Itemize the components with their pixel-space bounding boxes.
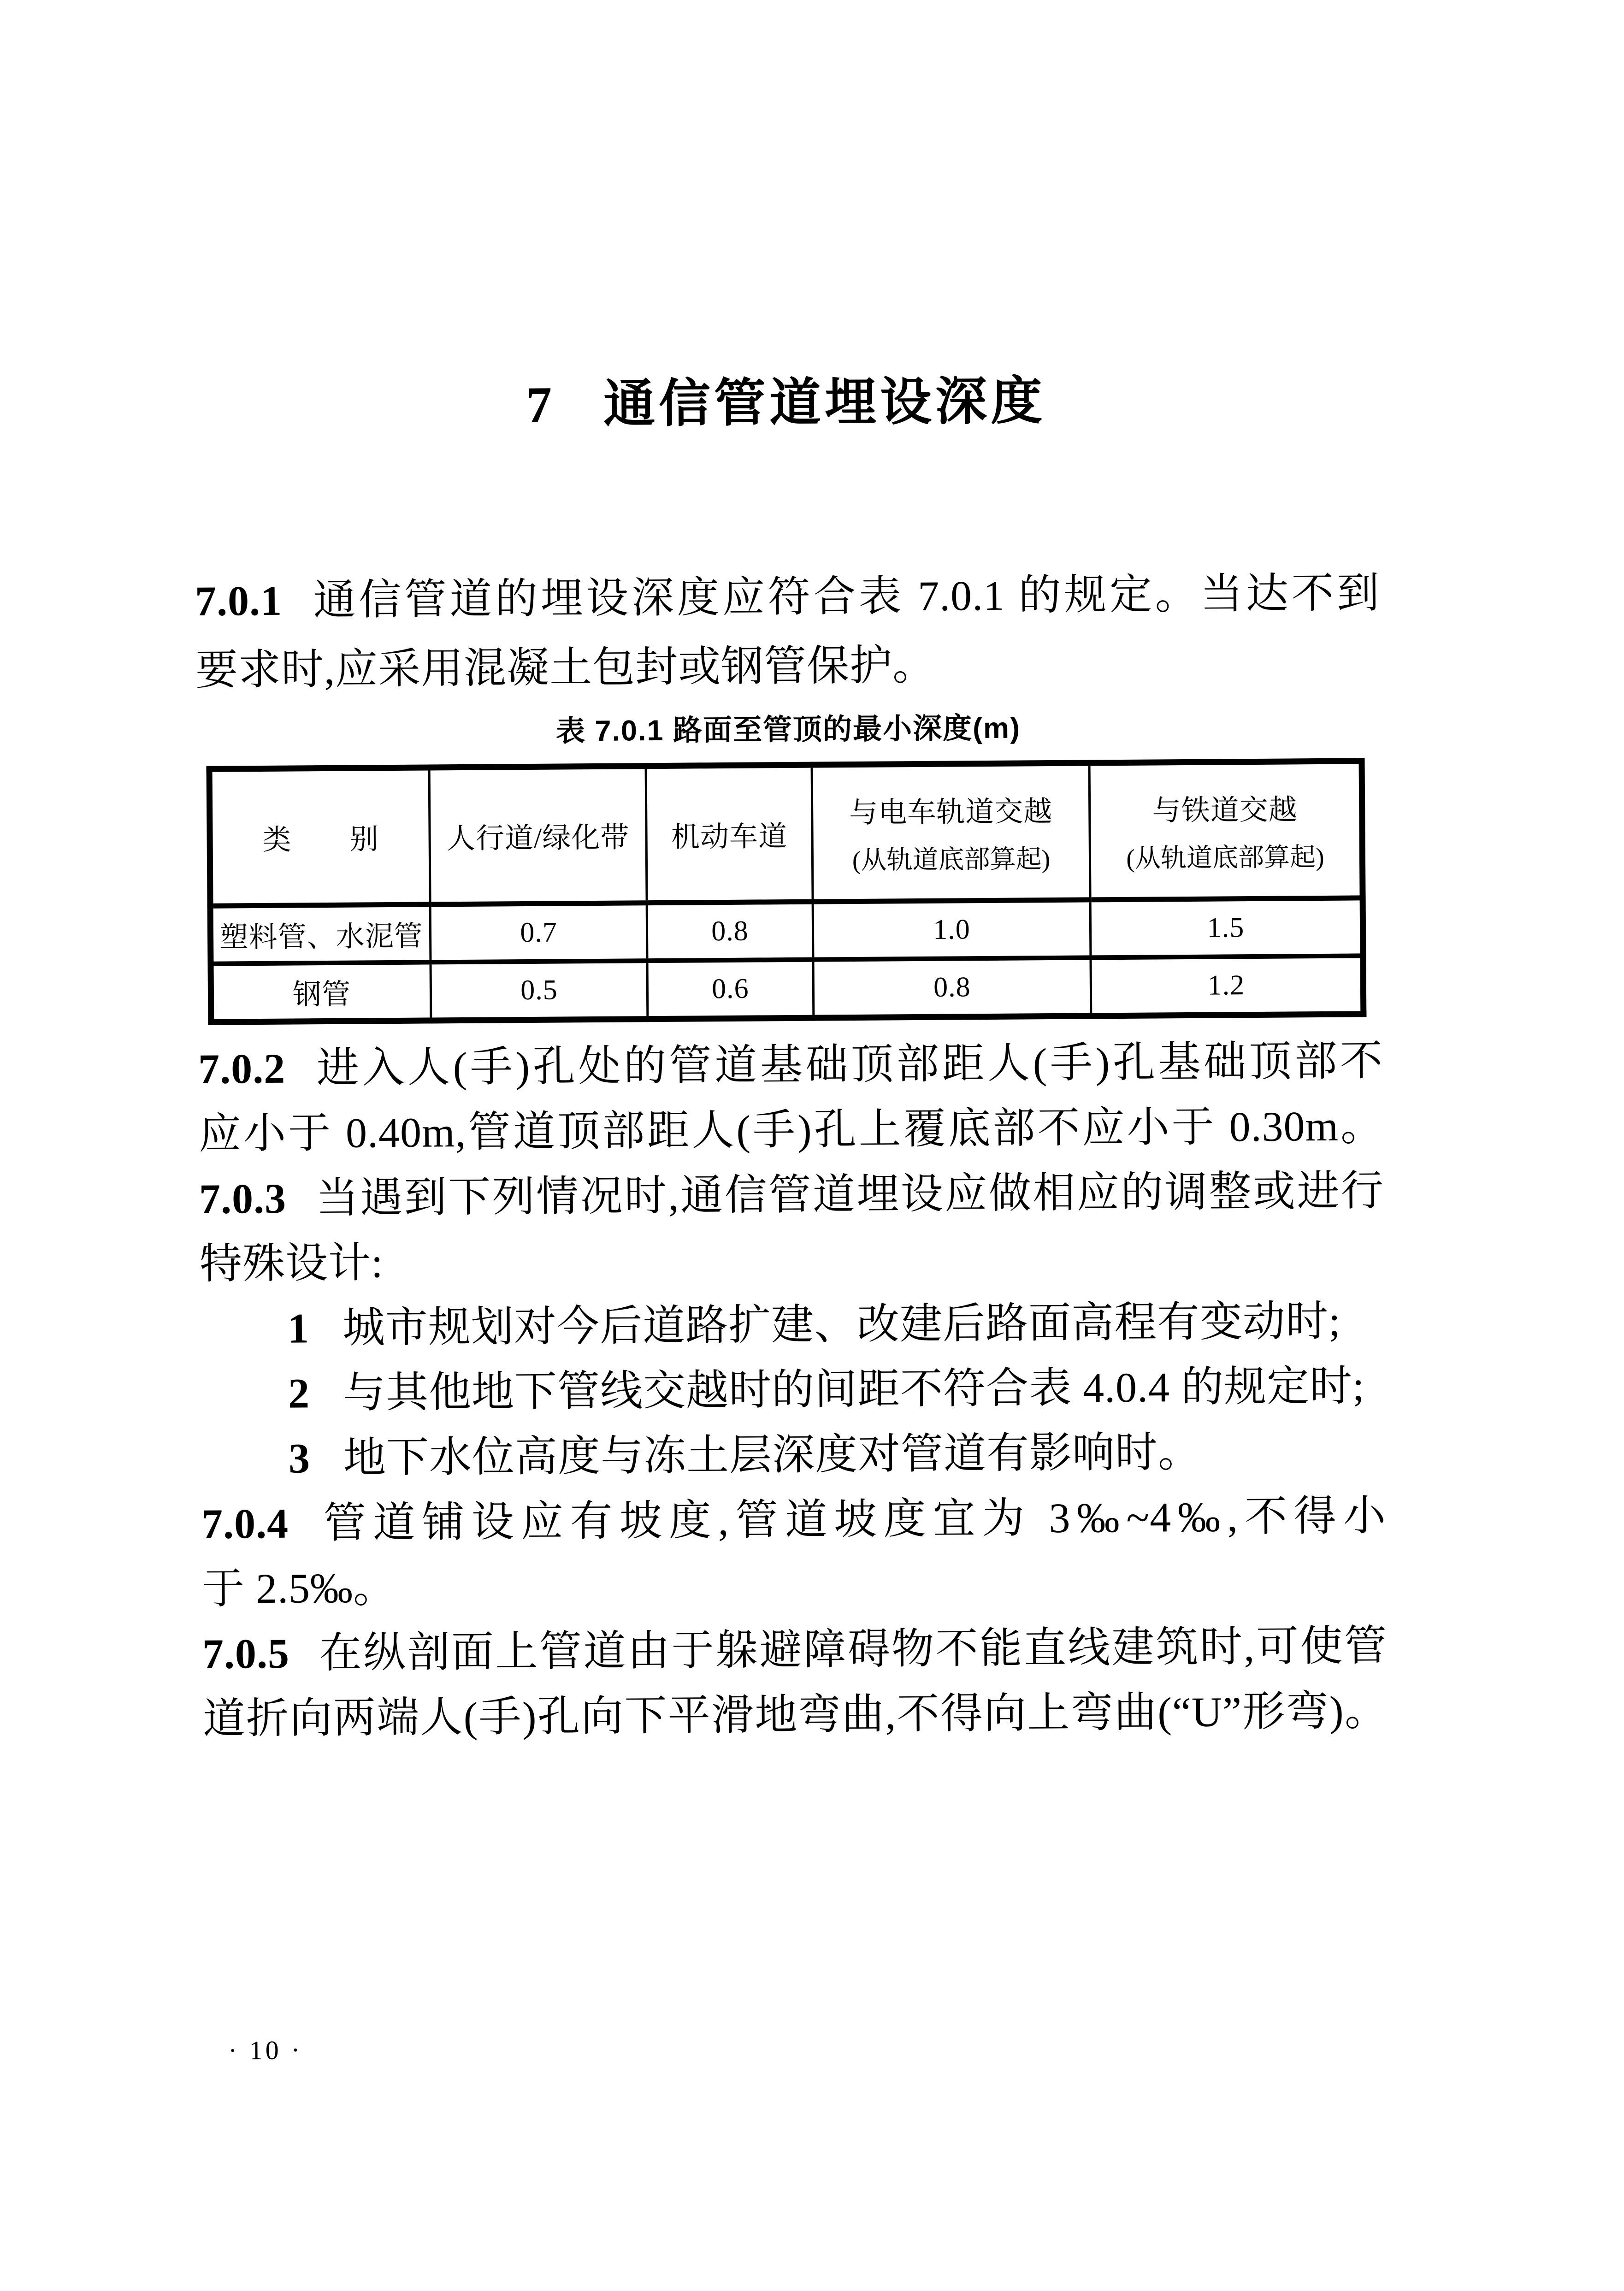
clause-text: 当遇到下列情况时,通信管道埋设应做相应的调整或进行	[314, 1167, 1384, 1222]
table-row-steel-pipe	[211, 956, 1364, 1022]
clause-7-0-2-line-2	[199, 1093, 1384, 1167]
clause-7-0-1-line-1	[195, 558, 1380, 636]
clause-text: 于 2.5‰。	[201, 1564, 396, 1612]
cell-value: 1.2	[1091, 956, 1364, 1016]
clause-7-0-5-line-1	[202, 1613, 1387, 1687]
clause-number-7-0-4: 7.0.4	[201, 1500, 289, 1547]
cell-value: 1.0	[813, 900, 1091, 960]
table-row-plastic-cement-pipe	[210, 898, 1363, 964]
clause-text: 进入人(手)孔处的管道基础顶部距人(手)孔基础顶部不	[313, 1037, 1383, 1092]
chapter-number: 7	[526, 376, 552, 434]
list-item-3	[201, 1418, 1386, 1492]
clause-text: 应小于 0.40m,管道顶部距人(手)孔上覆底部不应小于 0.30m。	[198, 1102, 1384, 1157]
clause-text: 通信管道的埋设深度应符合表 7.0.1 的规定。当达不到	[310, 569, 1380, 624]
clause-7-0-4-line-1	[201, 1483, 1387, 1557]
header-sidewalk-greenbelt: 人行道/绿化带	[429, 766, 647, 904]
clause-text: 在纵剖面上管道由于躲避障碍物不能直线建筑时,可使管	[318, 1622, 1388, 1677]
clause-number-7-0-5: 7.0.5	[202, 1630, 290, 1677]
clause-text: 要求时,应采用混凝土包封或钢管保护。	[195, 641, 936, 694]
clause-7-0-3-line-1	[199, 1158, 1384, 1232]
clause-number-7-0-1: 7.0.1	[195, 577, 283, 625]
page-number	[228, 2029, 303, 2071]
clause-7-0-3-line-2	[200, 1223, 1385, 1297]
table-header-row	[209, 761, 1363, 906]
cell-value: 0.8	[813, 957, 1091, 1018]
header-motorway: 机动车道	[646, 765, 813, 903]
header-railway-crossing-line2: (从轨道底部算起)	[1126, 843, 1324, 873]
clause-7-0-1-line-2	[195, 627, 1381, 705]
clause-number-7-0-2: 7.0.2	[198, 1045, 286, 1092]
cell-value: 0.6	[647, 960, 814, 1019]
clause-7-0-2-line-1	[198, 1028, 1383, 1102]
header-railway-crossing	[1089, 761, 1363, 900]
item-number-2: 2	[288, 1370, 310, 1417]
table-caption: 表 7.0.1 路面至管顶的最小深度(m)	[555, 712, 1021, 748]
item-text: 与其他地下管线交越时的间距不符合表 4.0.4 的规定时;	[343, 1362, 1365, 1417]
cell-value: 1.5	[1090, 898, 1363, 958]
clause-text: 道折向两端人(手)孔向下平滑地弯曲,不得向上弯曲(“U”形弯)。	[202, 1687, 1388, 1742]
header-tram-crossing	[812, 763, 1090, 902]
header-tram-crossing-line2: (从轨道底部算起)	[852, 845, 1051, 875]
item-text: 地下水位高度与冻土层深度对管道有影响时。	[343, 1428, 1201, 1482]
clause-text: 管道铺设应有坡度,管道坡度宜为 3‰~4‰,不得小	[317, 1492, 1387, 1547]
item-text: 城市规划对今后道路扩建、改建后路面高程有变动时;	[342, 1297, 1341, 1352]
clause-7-0-5-line-2	[202, 1678, 1388, 1752]
item-number-1: 1	[287, 1305, 310, 1352]
list-item-1	[200, 1288, 1385, 1362]
chapter-heading	[194, 365, 1379, 442]
clause-7-0-4-line-2	[201, 1548, 1387, 1622]
list-item-2	[201, 1353, 1386, 1427]
row-label: 钢管	[211, 962, 431, 1022]
header-category: 类 别	[209, 768, 430, 906]
item-number-3: 3	[288, 1435, 311, 1482]
table-7-0-1	[207, 758, 1367, 1025]
cell-value: 0.7	[430, 903, 647, 962]
chapter-title-text: 通信管道埋设深度	[603, 373, 1046, 433]
header-railway-crossing-line1: 与铁道交越	[1152, 794, 1298, 827]
clause-text: 特殊设计:	[199, 1239, 384, 1287]
cell-value: 0.5	[431, 961, 648, 1021]
page-content	[191, 0, 1392, 2291]
clause-number-7-0-3: 7.0.3	[199, 1175, 287, 1222]
page-number-text: · 10 ·	[228, 2035, 303, 2066]
header-tram-crossing-line1: 与电车轨道交越	[849, 796, 1053, 829]
cell-value: 0.8	[647, 902, 813, 961]
row-label: 塑料管、水泥管	[210, 904, 431, 964]
